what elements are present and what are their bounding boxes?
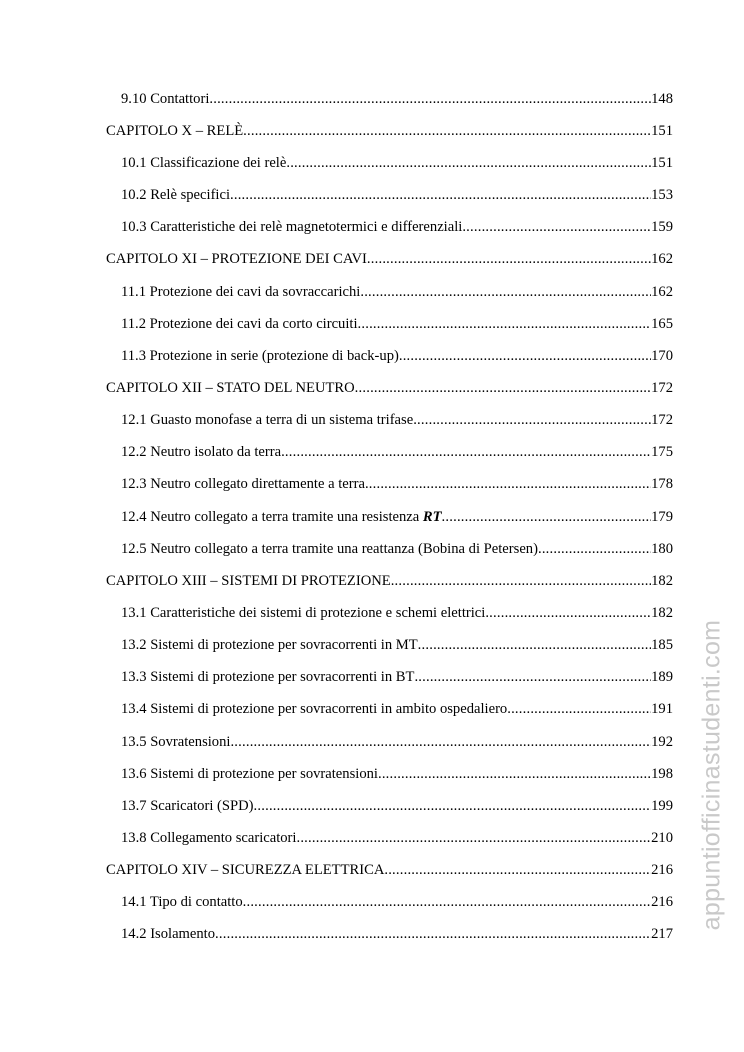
toc-entry[interactable] [121,216,673,236]
toc-entry-title: 12.1 Guasto monofase a terra di un sistema trifase [121,412,414,428]
toc-entry-title: 12.5 Neutro collegato a terra tramite una reattanza (Bobina di Petersen) [121,541,538,557]
toc-dot-leader [243,893,651,911]
toc-dot-leader [485,604,651,622]
toc-entry-page: 216 [651,862,673,878]
toc-chapter-title: CAPITOLO XI – PROTEZIONE DEI CAVI [106,251,367,267]
toc-entry-title: 9.10 Contattori [121,91,210,107]
toc-dot-leader [243,122,651,140]
toc-entry[interactable] [121,795,673,815]
toc-entry[interactable] [121,345,673,365]
toc-dot-leader [413,411,651,429]
toc-dot-leader [230,186,651,204]
toc-chapter-title: CAPITOLO XIV – SICUREZZA ELETTRICA [106,862,385,878]
toc-dot-leader [442,508,652,526]
toc-entry[interactable] [121,827,673,847]
toc-entry-page: 175 [651,444,673,460]
toc-dot-leader [358,315,652,333]
toc-entry-title: 13.8 Collegamento scaricatori [121,830,297,846]
toc-dot-leader [355,379,651,397]
toc-entry-page: 153 [651,187,673,203]
toc-dot-leader [230,733,651,751]
toc-entry[interactable] [121,409,673,429]
toc-entry[interactable] [121,281,673,301]
toc-chapter-entry[interactable] [106,120,673,140]
toc-dot-leader [209,90,651,108]
toc-entry-page: 199 [651,798,673,814]
toc-dot-leader [462,218,651,236]
toc-entry-page: 172 [651,380,673,396]
toc-entry[interactable] [121,634,673,654]
toc-entry-page: 151 [651,123,673,139]
toc-entry-page: 182 [651,605,673,621]
toc-entry-page: 178 [651,476,673,492]
toc-entry-title: 11.3 Protezione in serie (protezione di back-up) [121,348,399,364]
toc-entry-page: 191 [651,701,673,717]
toc-entry-page: 151 [651,155,673,171]
toc-entry-title: 13.6 Sistemi di protezione per sovratensioni [121,766,378,782]
toc-chapter-entry[interactable] [106,248,673,268]
toc-dot-leader [296,829,651,847]
toc-entry-title: 11.1 Protezione dei cavi da sovraccarichi [121,284,361,300]
toc-entry-title: 10.3 Caratteristiche dei relè magnetotermici e differenziali [121,219,463,235]
toc-entry-page: 159 [651,219,673,235]
toc-dot-leader [414,668,651,686]
toc-entry-title: 10.2 Relè specifici [121,187,231,203]
toc-entry[interactable] [121,88,673,108]
toc-entry[interactable] [121,731,673,751]
toc-entry-title: 13.3 Sistemi di protezione per sovracorrenti in BT [121,669,415,685]
toc-chapter-entry[interactable] [106,570,673,590]
toc-entry-title: 12.2 Neutro isolato da terra [121,444,282,460]
toc-dot-leader [384,861,651,879]
toc-dot-leader [378,765,651,783]
toc-entry[interactable] [121,152,673,172]
toc-entry-page: 165 [651,316,673,332]
toc-entry-page: 180 [651,541,673,557]
toc-entry-title: 11.2 Protezione dei cavi da corto circuiti [121,316,358,332]
toc-chapter-title: CAPITOLO X – RELÈ [106,123,244,139]
watermark-text: appuntiofficinastudenti.com [697,619,726,931]
toc-chapter-title: CAPITOLO XII – STATO DEL NEUTRO [106,380,355,396]
toc-dot-leader [538,540,651,558]
toc-entry[interactable] [121,602,673,622]
toc-dot-leader [286,154,651,172]
toc-entry-page: 192 [651,734,673,750]
toc-dot-leader [418,636,651,654]
toc-entry-title: 13.4 Sistemi di protezione per sovracorrenti in ambito ospedaliero [121,701,508,717]
toc-entry-title: 12.3 Neutro collegato direttamente a terra [121,476,365,492]
toc-entry[interactable] [121,313,673,333]
resistance-symbol: RT [422,509,442,525]
toc-entry-title: 13.2 Sistemi di protezione per sovracorrenti in MT [121,637,418,653]
toc-dot-leader [367,250,651,268]
toc-entry-page: 189 [651,669,673,685]
toc-entry-title: 13.1 Caratteristiche dei sistemi di protezione e schemi elettrici [121,605,486,621]
toc-entry-page: 162 [651,251,673,267]
toc-dot-leader [399,347,651,365]
toc-entry[interactable] [121,506,673,526]
toc-chapter-entry[interactable] [106,859,673,879]
toc-entry-title: 10.1 Classificazione dei relè [121,155,287,171]
toc-entry[interactable] [121,666,673,686]
toc-entry-title: 13.7 Scaricatori (SPD) [121,798,254,814]
toc-entry-page: 217 [651,926,673,942]
toc-entry[interactable] [121,923,673,943]
toc-entry-page: 210 [651,830,673,846]
toc-dot-leader [360,283,651,301]
toc-entry-page: 179 [651,509,673,525]
toc-entry-page: 162 [651,284,673,300]
toc-entry-page: 198 [651,766,673,782]
toc-entry-title [121,508,442,526]
toc-dot-leader [215,925,651,943]
toc-dot-leader [365,475,651,493]
toc-dot-leader [281,443,651,461]
toc-entry-page: 170 [651,348,673,364]
toc-entry-title: 13.5 Sovratensioni [121,734,231,750]
toc-entry-page: 172 [651,412,673,428]
toc-entry-page: 185 [651,637,673,653]
toc-entry[interactable] [121,441,673,461]
toc-dot-leader [391,572,651,590]
toc-entry[interactable] [121,763,673,783]
toc-entry-title: 14.1 Tipo di contatto [121,894,243,910]
toc-entry[interactable] [121,538,673,558]
toc-chapter-title: CAPITOLO XIII – SISTEMI DI PROTEZIONE [106,573,391,589]
toc-entry[interactable] [121,473,673,493]
toc-entry[interactable] [121,891,673,911]
toc-entry-page: 216 [651,894,673,910]
toc-entry-title: 14.2 Isolamento [121,926,216,942]
watermark [690,610,734,940]
toc-chapter-entry[interactable] [106,377,673,397]
toc-dot-leader [254,797,652,815]
toc-dot-leader [507,700,651,718]
toc-entry[interactable] [121,184,673,204]
toc-entry-page: 182 [651,573,673,589]
toc-entry[interactable] [121,698,673,718]
toc-entry-title-text: 12.4 Neutro collegato a terra tramite una resistenza [121,509,423,525]
toc-entry-page: 148 [651,91,673,107]
